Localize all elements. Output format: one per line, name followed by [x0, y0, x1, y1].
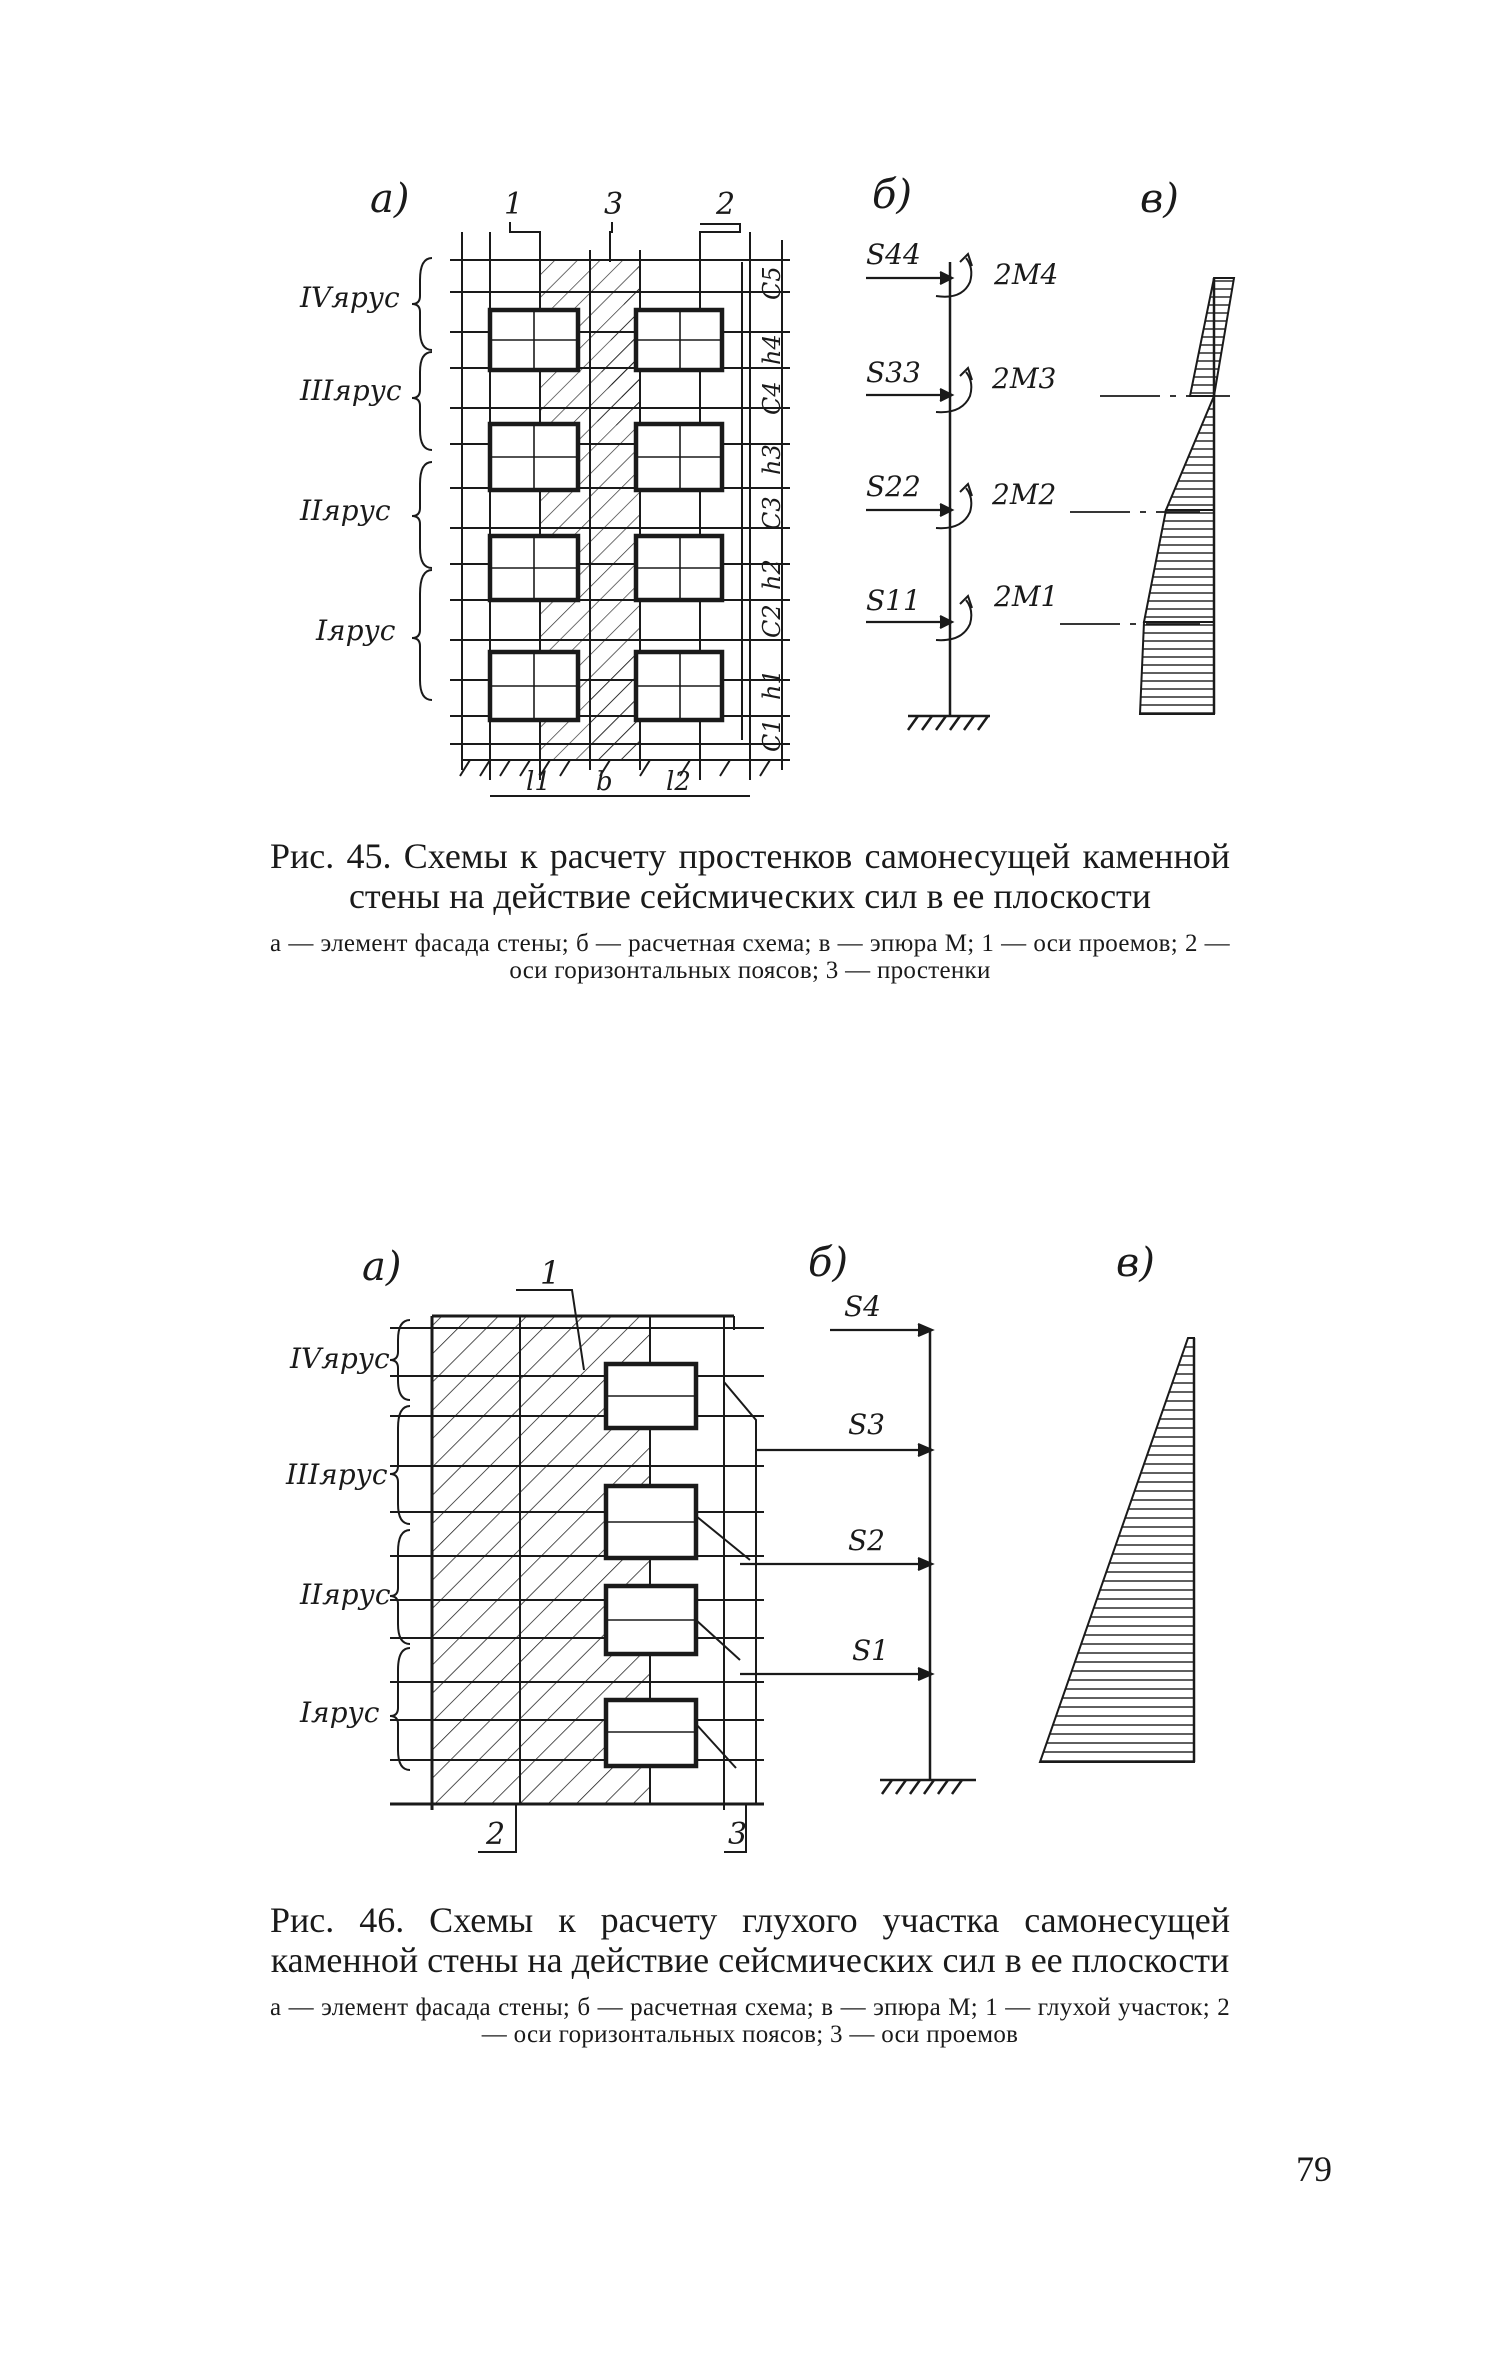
- fig45-tier-1: Iярус: [316, 614, 396, 647]
- moment-2m4: 2M4: [994, 258, 1059, 291]
- force-s11: S11: [866, 584, 921, 617]
- fig46-tier-4: IVярус: [290, 1342, 390, 1375]
- fig46-tier-3: IIIярус: [286, 1458, 388, 1491]
- dim-h4: h4: [758, 334, 786, 365]
- fig45-dims-right: [758, 266, 786, 752]
- fig45-tier-4: IVярус: [300, 281, 400, 314]
- dim-h2: h2: [758, 559, 786, 590]
- fig45-tier-3: IIIярус: [300, 374, 402, 407]
- fig45-callout-3: 3: [604, 187, 624, 222]
- dim-c1: C1: [758, 718, 786, 752]
- fig45-callout-1: 1: [504, 187, 524, 222]
- fig45-ground: [460, 760, 790, 796]
- dim-c4: C4: [758, 381, 786, 415]
- fig46-force-s2: S2: [848, 1524, 885, 1557]
- dim-c2: C2: [758, 604, 786, 638]
- dim-l2: l2: [666, 767, 691, 797]
- fig45-moment-diagram: [1140, 278, 1234, 714]
- figure-45-caption-legend: а — элемент фасада стены; б — расчетная схема; в — эпюра М; 1 — оси проемов; 2 — оси горизонтальных поясов; 3 — простенки: [270, 930, 1230, 984]
- fig46-force-s3: S3: [848, 1408, 885, 1441]
- fig45-callout-2: 2: [716, 187, 736, 222]
- force-s33: S33: [866, 356, 921, 389]
- moment-2m2: 2M2: [992, 478, 1057, 511]
- figure-46-caption: [270, 1900, 1230, 2048]
- dim-b: b: [596, 767, 613, 797]
- dim-h1: h1: [758, 669, 786, 700]
- figure-46-drawing: [0, 1220, 1500, 1880]
- fig46-callout-2: 2: [486, 1817, 506, 1852]
- fig45-tier-2: IIярус: [300, 494, 391, 527]
- fig46-label-b: б): [808, 1240, 849, 1286]
- fig46-callout-1: 1: [540, 1254, 561, 1292]
- fig45-label-b: б): [872, 172, 913, 218]
- figure-46: [0, 1220, 1500, 1880]
- fig46-force-s1: S1: [852, 1634, 889, 1667]
- fig45-braces: [412, 258, 432, 700]
- fig45-label-a: а): [370, 176, 410, 222]
- fig46-force-s4: S4: [844, 1290, 881, 1323]
- dim-c3: C3: [758, 496, 786, 530]
- figure-45-caption-title: Рис. 45. Схемы к расчету простенков самонесущей каменной стены на действие сейсмических сил в ее плоскости: [270, 836, 1230, 916]
- fig46-moment-diagram: [1040, 1338, 1194, 1762]
- page-number: 79: [1296, 2149, 1332, 2189]
- figure-46-caption-legend: а — элемент фасада стены; б — расчетная схема; в — эпюра М; 1 — глухой участок; 2 — оси горизонтальных поясов; 3 — оси проемов: [270, 1994, 1230, 2048]
- figure-45: [0, 0, 1500, 830]
- fig46-tier-1: Iярус: [300, 1696, 380, 1729]
- moment-2m1: 2M1: [994, 580, 1059, 613]
- fig45-tiers: [299, 281, 402, 647]
- fig46-label-a: а): [362, 1244, 402, 1290]
- fig46-tiers: [285, 1342, 391, 1729]
- figure-45-drawing: [0, 0, 1500, 830]
- force-s44: S44: [866, 238, 921, 271]
- dim-l1: l1: [526, 767, 551, 797]
- fig46-scheme: [740, 1290, 976, 1794]
- fig45-facade: [450, 232, 790, 796]
- dim-c5: C5: [758, 266, 786, 300]
- fig46-facade: [390, 1316, 764, 1810]
- fig46-label-v: в): [1116, 1240, 1155, 1286]
- fig45-label-v: в): [1140, 176, 1179, 222]
- moment-2m3: 2M3: [992, 362, 1057, 395]
- fig46-callout-3: 3: [728, 1817, 748, 1852]
- dim-h3: h3: [758, 444, 786, 475]
- fig45-dims-bottom: [526, 767, 691, 797]
- figure-46-caption-title: Рис. 46. Схемы к расчету глухого участка самонесущей каменной стены на действие сейсмических сил в ее плоскости: [270, 1900, 1230, 1980]
- fig46-tier-2: IIярус: [300, 1578, 391, 1611]
- fig46-braces: [390, 1320, 410, 1770]
- force-s22: S22: [866, 470, 921, 503]
- figure-45-caption: [270, 836, 1230, 984]
